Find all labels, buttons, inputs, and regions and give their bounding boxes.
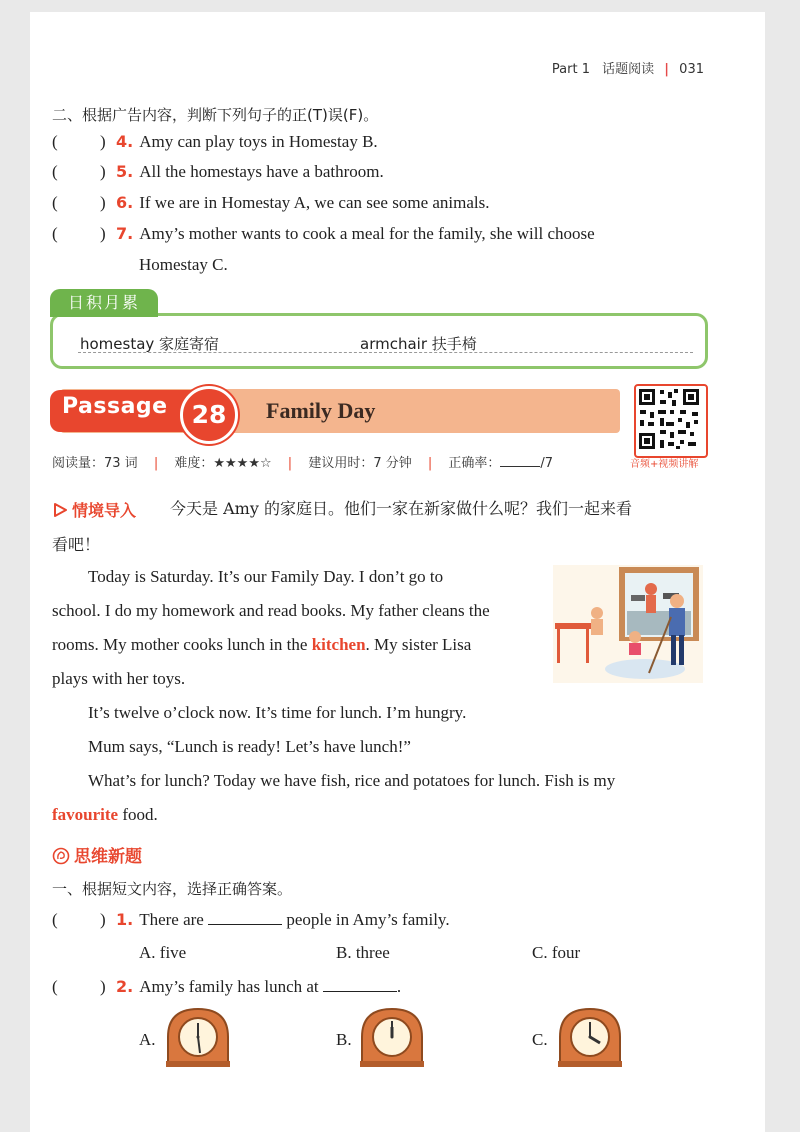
option-a[interactable]: A. five [139,943,187,962]
keyword-kitchen: kitchen [311,635,366,654]
qr-label: 音频+视频讲解 [630,459,699,470]
passage-title: Family Day [266,398,376,423]
answer-paren-close: ) [100,132,106,151]
mc-question-1 [116,910,450,930]
meta-divider: | [153,456,159,471]
header-section: 话题阅读 [602,62,655,77]
answer-paren-close: ) [100,910,106,929]
question-number: 7. [116,224,134,243]
option-c[interactable]: C. four [532,943,581,962]
passage-line: plays with her toys. [52,669,186,688]
clock-option-b-icon[interactable] [358,1005,426,1073]
answer-paren-open: ( [52,162,58,181]
question-text: There are [139,910,204,929]
question-text: Amy can play toys in Homestay B. [139,132,378,151]
vocab-item: armchair 扶手椅 [360,335,477,353]
question-text: All the homestays have a bathroom. [139,162,384,181]
passage-text: . My sister Lisa [365,635,472,654]
passage-line: What’s for lunch? Today we have fish, rice and potatoes for lunch. Fish is my [88,771,616,790]
answer-paren-close: ) [100,193,106,212]
question-7 [116,224,595,244]
fill-blank[interactable] [323,977,397,992]
difficulty-label: 难度： [174,456,214,471]
vocab-item: homestay 家庭寄宿 [80,335,220,353]
answer-paren-open: ( [52,132,58,151]
qr-code-icon [636,386,702,452]
vocab-title: 日积月累 [50,289,158,317]
qr-code[interactable] [634,384,708,458]
word-count: 阅读量：73 词 [52,456,138,471]
answer-paren-close: ) [100,977,106,996]
question-number: 1. [116,910,134,929]
passage-number: 28 [180,386,238,444]
passage-line: It’s twelve o’clock now. It’s time for lunch. I’m hungry. [88,703,467,722]
play-triangle-icon [52,502,68,518]
suggested-time: 建议用时：7 分钟 [308,456,412,471]
lead-in-text: 今天是 Amy 的家庭日。他们一家在新家做什么呢？我们一起来看 [170,499,632,518]
lead-in-text-cont: 看吧！ [52,535,101,554]
difficulty-star-empty-icon: ☆ [260,456,272,471]
fill-blank[interactable] [208,910,282,925]
family-illustration [553,565,703,683]
passage-text: food. [118,805,158,824]
think-label-text: 思维新题 [74,847,142,867]
page-header [552,58,704,77]
clock-option-a-label[interactable]: A. [139,1030,156,1049]
question-text: Amy’s mother wants to cook a meal for the family, she will choose [139,224,595,243]
passage-line: Today is Saturday. It’s our Family Day. I don’t go to [88,567,444,586]
mc-question-2 [116,977,401,997]
difficulty-stars-icon: ★★★★ [213,456,260,471]
question-text: If we are in Homestay A, we can see some animals. [139,193,490,212]
header-part: Part 1 [551,62,590,77]
question-7-continued: Homestay C. [139,255,228,274]
clock-option-a-icon[interactable] [164,1005,232,1073]
question-text: . [396,977,402,996]
question-number: 4. [116,132,134,151]
brain-icon [52,847,70,865]
clock-option-c-label[interactable]: C. [532,1030,548,1049]
header-page-number: 031 [679,62,704,77]
passage-line [52,635,471,655]
meta-divider: | [427,456,433,471]
accuracy-label: 正确率： [448,456,501,471]
option-b[interactable]: B. three [336,943,390,962]
question-text: people in Amy’s family. [286,910,450,929]
meta-divider: | [287,456,293,471]
think-label [52,842,142,867]
question-number: 6. [116,193,134,212]
section1-instruction: 一、根据短文内容，选择正确答案。 [52,880,293,898]
answer-paren-open: ( [52,193,58,212]
header-divider: | [664,62,670,77]
accuracy-blank[interactable] [500,466,540,467]
clock-option-c-icon[interactable] [556,1005,624,1073]
question-5 [116,162,384,182]
passage-text: rooms. My mother cooks lunch in the [52,635,308,654]
passage-label: Passage [62,394,168,419]
answer-paren-open: ( [52,910,58,929]
passage-line [52,805,158,825]
lead-in-label-text: 情境导入 [72,501,137,520]
question-4 [116,132,378,152]
answer-paren-close: ) [100,224,106,243]
keyword-favourite: favourite [52,805,119,824]
answer-paren-open: ( [52,977,58,996]
answer-paren-close: ) [100,162,106,181]
clock-option-b-label[interactable]: B. [336,1030,352,1049]
lead-in-label [52,498,136,521]
passage-line: school. I do my homework and read books. My father cleans the [52,601,490,620]
question-6 [116,193,490,213]
answer-paren-open: ( [52,224,58,243]
section2-instruction: 二、根据广告内容，判断下列句子的正(T)误(F)。 [52,106,379,124]
question-number: 2. [116,977,134,996]
question-number: 5. [116,162,134,181]
passage-meta [52,452,553,471]
question-text: Amy’s family has lunch at [139,977,319,996]
accuracy-total: /7 [540,456,554,471]
passage-line: Mum says, “Lunch is ready! Let’s have lunch!” [88,737,411,756]
